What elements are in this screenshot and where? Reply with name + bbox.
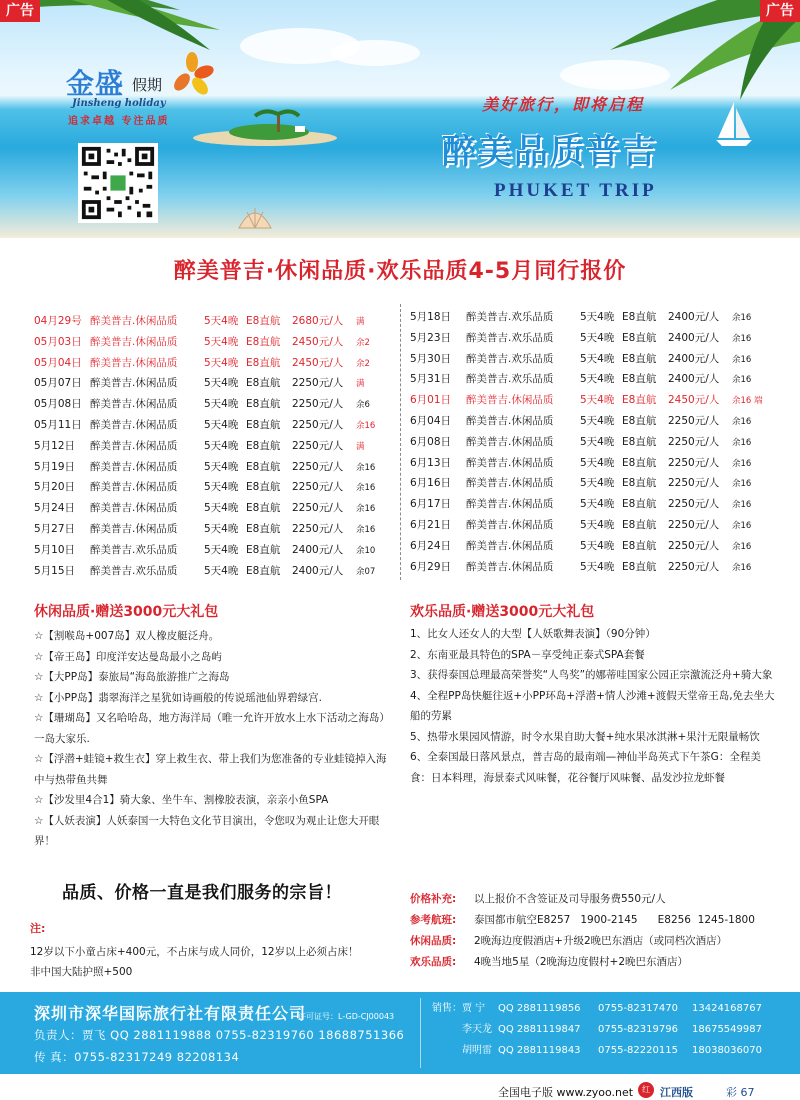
tour-duration: 5天4晚 [580, 311, 615, 323]
price-banner-title: 醉美普吉·休闲品质·欢乐品质4-5月同行报价 [173, 259, 627, 284]
column-divider [400, 304, 401, 580]
schedule-row [34, 332, 375, 353]
list-item: ☆【大PP岛】泰旅局“海岛旅游推广之海岛 [34, 671, 230, 683]
tour-duration: 5天4晚 [204, 418, 239, 431]
schedule-row [410, 369, 763, 390]
tour-duration: 5天4晚 [580, 539, 615, 552]
tour-name: 醉美普吉.休闲品质 [90, 398, 178, 411]
tour-name: 醉美普吉.休闲品质 [466, 498, 554, 511]
flower-logo-icon [170, 52, 214, 96]
flight-type: E8直航 [246, 460, 281, 473]
departure-date: 5月19日 [34, 460, 76, 473]
flight-type: E8直航 [622, 435, 657, 448]
tour-price: 2250元/人 [668, 477, 720, 490]
flight-type: E8直航 [622, 560, 657, 573]
flight-type: E8直航 [246, 377, 281, 390]
tour-name: 醉美普吉.欢乐品质 [466, 373, 554, 386]
flight-type: E8直航 [246, 356, 281, 369]
leisure-package-title: 休闲品质·赠送3000元大礼包 [34, 604, 219, 620]
flight-type: E8直航 [246, 543, 281, 556]
price-info-label: 休闲品质: [410, 935, 457, 947]
list-item: ☆【沙发里4合1】骑大象、坐牛车、割橡胶表演，亲亲小鱼SPA [34, 794, 329, 806]
tour-duration: 5天4晚 [580, 456, 615, 469]
notes-label: 注: [30, 922, 46, 935]
tour-price: 2250元/人 [668, 518, 720, 531]
tour-duration: 5天4晚 [580, 518, 615, 531]
sales-row [432, 1040, 762, 1061]
sales-name: 销售：贾 宁 [432, 1003, 486, 1014]
schedule-row [34, 394, 375, 415]
seat-status: 满 [356, 317, 365, 327]
tour-price: 2400元/人 [668, 373, 720, 386]
island-icon [185, 108, 345, 148]
flight-type: E8直航 [246, 502, 281, 515]
price-info-label: 价格补充: [410, 893, 457, 905]
tour-name: 醉美普吉.休闲品质 [90, 335, 178, 348]
footer-divider [420, 998, 421, 1068]
tour-name: 醉美普吉.休闲品质 [466, 539, 554, 552]
schedule-row [34, 436, 375, 457]
notes-list [30, 942, 396, 982]
departure-date: 05月08日 [34, 398, 82, 411]
schedule-row [410, 494, 763, 515]
departure-date: 5月18日 [410, 311, 452, 323]
tour-duration: 5天4晚 [204, 481, 239, 494]
schedule-row [34, 561, 375, 582]
tour-duration: 5天4晚 [204, 439, 239, 452]
tour-duration: 5天4晚 [580, 435, 615, 448]
list-item: 3、获得泰国总理最高荣誉奖“人鸟奖”的娜蒂哇国家公园正宗激流泛舟+骑大象 [410, 669, 773, 681]
flight-type: E8直航 [246, 398, 281, 411]
tour-duration: 5天4晚 [204, 564, 239, 577]
contact-footer [0, 992, 800, 1074]
leisure-package-list [34, 626, 392, 852]
ad-tag-right: 广告 [760, 0, 800, 22]
price-info-label: 欢乐品质: [410, 956, 457, 968]
list-item: 2、东南亚最具特色的SPA－享受纯正泰式SPA套餐 [410, 648, 645, 661]
schedule-row [34, 540, 375, 561]
tour-duration: 5天4晚 [204, 502, 239, 515]
tour-name: 醉美普吉.休闲品质 [90, 481, 178, 494]
seat-status: 余16 [732, 458, 752, 469]
hero-title: 醉美品质普吉 [442, 132, 658, 172]
departure-date: 6月04日 [410, 414, 452, 427]
tour-name: 醉美普吉.欢乐品质 [466, 331, 554, 344]
tour-name: 醉美普吉.休闲品质 [466, 414, 554, 427]
flight-type: E8直航 [622, 498, 657, 511]
sales-qq: QQ 2881119843 [498, 1045, 581, 1056]
tour-name: 醉美普吉.休闲品质 [466, 518, 554, 531]
sales-mobile: 13424168767 [692, 1003, 762, 1014]
joy-package-title: 欢乐品质·赠送3000元大礼包 [410, 604, 595, 620]
schedule-row [410, 536, 763, 557]
sales-contacts [432, 998, 762, 1061]
tour-price: 2250元/人 [668, 414, 720, 427]
sales-qq: QQ 2881119847 [498, 1024, 581, 1035]
joy-package-list [410, 624, 778, 788]
sales-name: 胡明雷 [462, 1045, 492, 1056]
flight-type: E8直航 [622, 456, 657, 469]
tour-price: 2250元/人 [668, 498, 720, 511]
tour-duration: 5天4晚 [204, 377, 239, 390]
schedule-row [410, 453, 763, 474]
price-info-row [410, 931, 755, 952]
flight-type: E8直航 [246, 481, 281, 494]
price-info-text: 泰国都市航空E8257 1900-2145 E8256 1245-1800 [474, 914, 755, 926]
tour-price: 2250元/人 [292, 522, 344, 535]
flight-type: E8直航 [622, 331, 657, 344]
seat-status: 余6 [356, 400, 370, 411]
tour-price: 2250元/人 [292, 377, 344, 390]
tour-name: 醉美普吉.休闲品质 [90, 356, 178, 369]
departure-date: 5月12日 [34, 439, 76, 452]
tour-duration: 5天4晚 [580, 560, 615, 573]
tour-price: 2400元/人 [292, 543, 344, 556]
list-item: ☆【浮潜+蛙镜+救生衣】穿上救生衣、带上我们为您准备的专业蛙镜掉入海中与热带鱼共舞 [34, 753, 387, 786]
publication-bar [0, 1078, 800, 1100]
tour-name: 醉美普吉.休闲品质 [466, 477, 554, 490]
departure-date: 6月24日 [410, 539, 452, 552]
schedule-row [34, 519, 375, 540]
sales-tel: 0755-82220115 [598, 1045, 678, 1056]
schedule-row [410, 328, 763, 349]
schedule-row [34, 477, 375, 498]
seat-status: 余16 [356, 462, 376, 473]
flight-type: E8直航 [246, 418, 281, 431]
departure-date: 6月17日 [410, 498, 452, 511]
price-info [410, 889, 755, 973]
tour-duration: 5天4晚 [204, 398, 239, 411]
tour-price: 2250元/人 [292, 502, 344, 515]
seat-status: 余16 [732, 313, 752, 323]
flight-type: E8直航 [622, 394, 657, 407]
price-info-label: 参考航班: [410, 914, 457, 926]
departure-date: 5月31日 [410, 373, 452, 386]
schedule-row [410, 390, 763, 411]
seat-status: 余16 [732, 416, 752, 427]
schedule-row [34, 373, 375, 394]
flight-type: E8直航 [246, 335, 281, 348]
seat-status: 余2 [356, 358, 370, 369]
departure-date: 6月08日 [410, 435, 452, 448]
seat-status: 余16 [732, 500, 752, 511]
departure-date: 5月27日 [34, 522, 76, 535]
tour-price: 2250元/人 [668, 560, 720, 573]
tour-price: 2250元/人 [668, 456, 720, 469]
tour-price: 2250元/人 [668, 435, 720, 448]
tour-name: 醉美普吉.休闲品质 [90, 418, 178, 431]
tour-price: 2250元/人 [668, 539, 720, 552]
tour-price: 2250元/人 [292, 439, 344, 452]
tour-price: 2400元/人 [668, 311, 720, 323]
flight-type: E8直航 [622, 373, 657, 386]
flight-type: E8直航 [622, 311, 657, 323]
flight-type: E8直航 [622, 414, 657, 427]
price-info-text: 4晚当地5星（2晚海边度假村+2晚巴东酒店） [474, 956, 689, 968]
page-number: 彩 67 [726, 1086, 755, 1099]
schedule-list-left [34, 311, 375, 581]
price-info-row [410, 889, 755, 910]
tour-name: 醉美普吉.休闲品质 [90, 522, 178, 535]
schedule-row [34, 353, 375, 374]
flight-type: E8直航 [246, 522, 281, 535]
seat-status: 余10 [356, 545, 376, 556]
edition-name: 江西版 [660, 1086, 693, 1099]
departure-date: 05月07日 [34, 377, 82, 390]
tour-name: 醉美普吉.休闲品质 [466, 394, 554, 407]
manager-contact: 负责人：贾飞 QQ 2881119888 0755-82319760 18688751366 [34, 1028, 405, 1042]
sales-mobile: 18675549987 [692, 1024, 762, 1035]
list-item: 1、比女人还女人的大型【人妖歌舞表演】（90分钟） [410, 628, 656, 640]
fax-contact: 传 真：0755-82317249 82208134 [34, 1050, 240, 1064]
hero-tagline: 美好旅行，即将启程 [482, 95, 645, 114]
qr-code-icon [78, 143, 158, 223]
schedule-row [34, 415, 375, 436]
list-item: ☆【人妖表演】人妖泰国一大特色文化节目演出，令您叹为观止让您大开眼界！ [34, 814, 380, 847]
seat-status: 余07 [356, 566, 376, 577]
sailboat-icon [712, 100, 756, 150]
flight-type: E8直航 [622, 477, 657, 490]
list-item: ☆【珊瑚岛】又名哈哈岛，地方海洋局（唯一允许开放水上水下活动之海岛）一岛大家乐. [34, 712, 390, 745]
tour-price: 2250元/人 [292, 481, 344, 494]
price-info-text: 以上报价不含签证及司导服务费550元/人 [474, 893, 666, 905]
tour-price: 2400元/人 [668, 352, 720, 365]
sales-tel: 0755-82317470 [598, 1003, 678, 1014]
hero-subtitle: PHUKET TRIP [494, 180, 657, 201]
tour-name: 醉美普吉.休闲品质 [90, 502, 178, 515]
tour-name: 醉美普吉.欢乐品质 [466, 352, 554, 365]
sales-name: 李天龙 [462, 1024, 492, 1035]
seat-status: 余16 [732, 333, 752, 344]
ad-tag-left: 广告 [0, 0, 40, 22]
seat-status: 余16 [732, 375, 752, 386]
flight-type: E8直航 [622, 352, 657, 365]
sales-tel: 0755-82319796 [598, 1024, 678, 1035]
seashell-icon [235, 204, 275, 232]
tour-duration: 5天4晚 [580, 373, 615, 386]
tour-duration: 5天4晚 [204, 522, 239, 535]
departure-date: 5月20日 [34, 481, 76, 494]
departure-date: 5月24日 [34, 502, 76, 515]
schedule-row [34, 457, 375, 478]
sales-row [432, 1019, 762, 1040]
hero-banner [0, 0, 800, 238]
flight-type: E8直航 [246, 564, 281, 577]
tour-price: 2450元/人 [292, 335, 344, 348]
departure-date: 6月13日 [410, 456, 452, 469]
note-line: 12岁以下小童占床+400元，不占床与成人同价，12岁以上必须占床！ [30, 946, 359, 958]
tour-price: 2400元/人 [668, 331, 720, 344]
tour-name: 醉美普吉.欢乐品质 [90, 543, 178, 556]
tour-price: 2250元/人 [292, 418, 344, 431]
seat-status: 余16 [356, 524, 376, 535]
departure-date: 5月15日 [34, 564, 76, 577]
tour-name: 醉美普吉.休闲品质 [466, 435, 554, 448]
schedule-row [410, 349, 763, 370]
list-item: 5、热带水果园风情游，时令水果自助大餐+纯水果冰淇淋+果汁无限量畅饮 [410, 730, 760, 743]
brand-name: 金盛 [66, 67, 125, 100]
tour-duration: 5天4晚 [580, 352, 615, 365]
tour-name: 醉美普吉.休闲品质 [466, 456, 554, 469]
departure-date: 5月10日 [34, 543, 76, 556]
tour-name: 醉美普吉.休闲品质 [90, 460, 178, 473]
schedule-row [34, 311, 375, 332]
seat-status: 余16 [732, 541, 752, 552]
tour-duration: 5天4晚 [204, 315, 239, 327]
cloud [330, 40, 420, 66]
price-info-row [410, 952, 755, 973]
departure-date: 05月11日 [34, 418, 82, 431]
schedule-row [410, 307, 763, 328]
departure-date: 5月23日 [410, 331, 452, 344]
tour-price: 2680元/人 [292, 315, 344, 327]
seat-status: 余16 [356, 420, 376, 431]
price-info-row [410, 910, 755, 931]
tour-duration: 5天4晚 [580, 498, 615, 511]
sales-row [432, 998, 762, 1019]
tour-duration: 5天4晚 [204, 356, 239, 369]
seat-status: 余16 [732, 562, 752, 573]
schedule-row [410, 473, 763, 494]
list-item: ☆【帝王岛】印度洋安达曼岛最小之岛屿 [34, 650, 222, 663]
tour-duration: 5天4晚 [580, 477, 615, 490]
seat-status: 余16 [732, 437, 752, 448]
tour-price: 2250元/人 [292, 460, 344, 473]
seat-status: 余16 [732, 354, 752, 365]
seat-status: 余16 [356, 483, 376, 494]
tour-duration: 5天4晚 [204, 460, 239, 473]
tour-duration: 5天4晚 [580, 331, 615, 344]
tour-name: 醉美普吉.休闲品质 [90, 377, 178, 390]
departure-date: 6月29日 [410, 560, 452, 573]
flight-type: E8直航 [246, 315, 281, 327]
flight-type: E8直航 [622, 518, 657, 531]
tour-price: 2250元/人 [292, 398, 344, 411]
brand-slogan: 追求卓越 专注品质 [68, 116, 170, 127]
tour-price: 2400元/人 [292, 564, 344, 577]
brand-name-en: Jinsheng holiday [72, 98, 166, 109]
departure-date: 05月04日 [34, 356, 82, 369]
company-name: 深圳市深华国际旅行社有限责任公司 [34, 1004, 307, 1023]
departure-date: 6月21日 [410, 518, 452, 531]
departure-date: 5月30日 [410, 352, 452, 365]
tour-name: 醉美普吉.休闲品质 [90, 315, 178, 327]
list-item: ☆【小PP岛】翡翠海洋之星犹如诗画般的传说瑶池仙界碧绿宫. [34, 691, 322, 704]
publication-site: 全国电子版 www.zyoo.net [498, 1086, 634, 1099]
list-item: ☆【割喉岛+007岛】双人橡皮艇泛舟。 [34, 630, 220, 642]
seat-status: 余16 [732, 479, 752, 490]
schedule-row [34, 498, 375, 519]
price-info-text: 2晚海边度假酒店+升级2晚巴东酒店（或同档次酒店） [474, 935, 728, 947]
tour-duration: 5天4晚 [580, 394, 615, 407]
tour-duration: 5天4晚 [204, 543, 239, 556]
brand-suffix: 假期 [132, 76, 163, 94]
sales-qq: QQ 2881119856 [498, 1003, 581, 1014]
service-motto: 品质、价格一直是我们服务的宗旨！ [62, 883, 342, 903]
departure-date: 05月03日 [34, 335, 82, 348]
schedule-list-right [410, 307, 763, 577]
list-item: 4、全程PP岛快艇往返+小PP环岛+浮潜+情人沙滩+渡假天堂帝王岛,免去坐大船的劳累 [410, 689, 775, 722]
seat-status: 余2 [356, 337, 370, 348]
seat-status: 满 [356, 379, 365, 390]
seat-status: 余16 [356, 504, 376, 515]
departure-date: 04月29号 [34, 315, 82, 327]
schedule-row [410, 557, 763, 578]
tour-price: 2450元/人 [292, 356, 344, 369]
departure-date: 6月16日 [410, 477, 452, 490]
sales-mobile: 18038036070 [692, 1045, 762, 1056]
tour-name: 醉美普吉.休闲品质 [90, 439, 178, 452]
seat-status: 余16 [732, 520, 752, 531]
tour-duration: 5天4晚 [204, 335, 239, 348]
flight-type: E8直航 [622, 539, 657, 552]
seat-status: 余16 端 [732, 396, 763, 407]
license-number: 许可证号：L-GD-CJ00043 [298, 1012, 395, 1021]
departure-date: 6月01日 [410, 394, 452, 407]
schedule-row [410, 515, 763, 536]
tour-price: 2450元/人 [668, 394, 720, 407]
flight-type: E8直航 [246, 439, 281, 452]
list-item: 6、全泰国最日落风景点，普吉岛的最南端—神仙半岛英式下午茶G：全程美食：日本料理，海景泰式风味餐，花谷餐厅风味餐、晶发沙拉龙虾餐 [410, 751, 761, 784]
tour-name: 醉美普吉.休闲品质 [466, 560, 554, 573]
edition-badge: 红 [638, 1082, 654, 1098]
schedule-row [410, 432, 763, 453]
tour-name: 醉美普吉.欢乐品质 [90, 564, 178, 577]
seat-status: 满 [356, 441, 365, 452]
note-line: 非中国大陆护照+500 [30, 966, 133, 978]
tour-duration: 5天4晚 [580, 414, 615, 427]
schedule-row [410, 411, 763, 432]
tour-name: 醉美普吉.欢乐品质 [466, 311, 554, 323]
